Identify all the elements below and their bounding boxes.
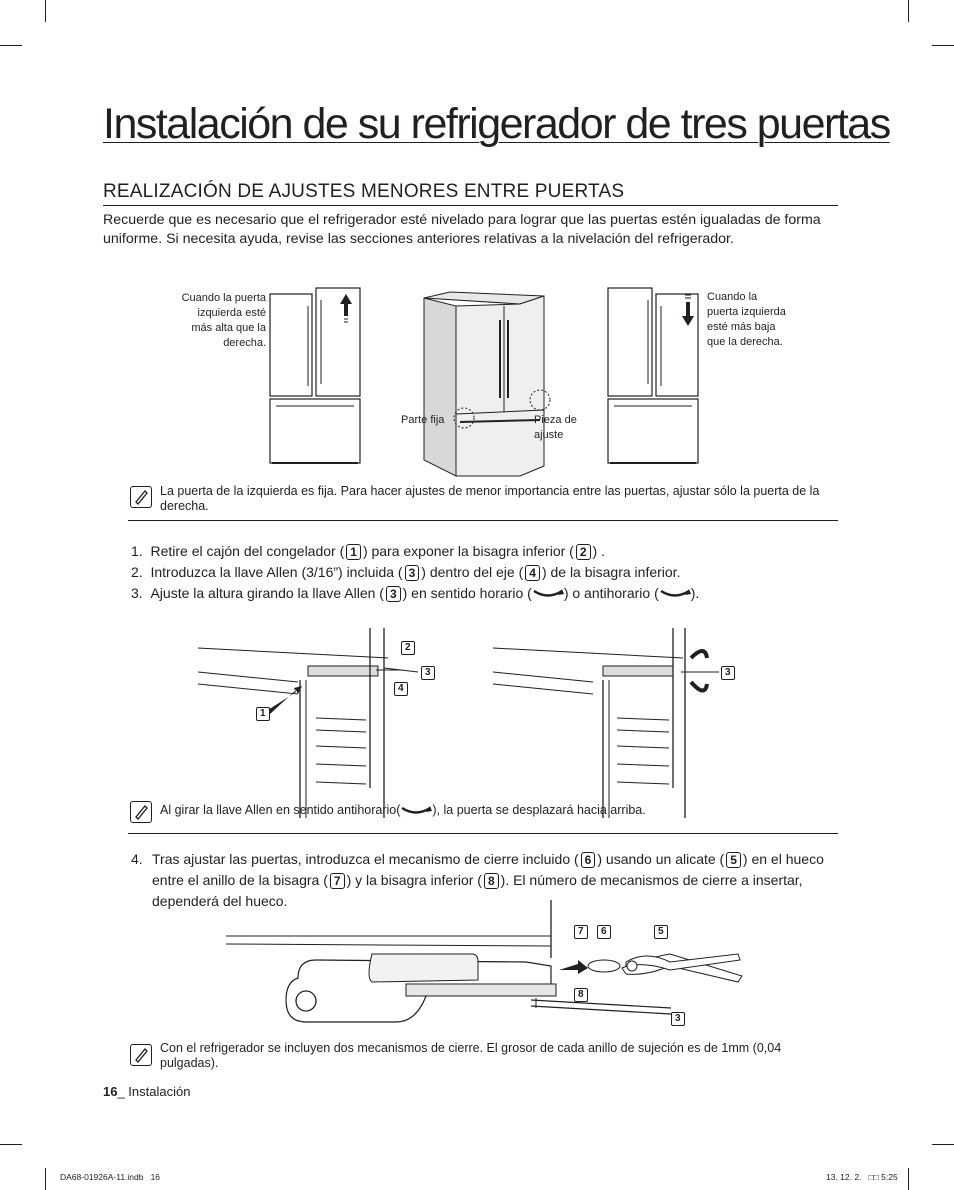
page-number: 16 — [103, 1084, 118, 1099]
crop-mark — [45, 0, 46, 22]
counterclockwise-icon — [659, 588, 691, 600]
callout-tag: 3 — [386, 586, 401, 602]
right-door-caption: Cuando la puerta izquierda esté más baja que la derecha. — [707, 291, 786, 348]
crop-mark — [45, 1168, 46, 1190]
callout-3: 3 — [671, 1012, 685, 1026]
adjust-part-label: Pieza de ajuste — [534, 414, 577, 441]
page-label: _ Instalación — [117, 1084, 191, 1099]
callout-tag: 3 — [405, 565, 420, 581]
step-3: 3. Ajuste la altura girando la llave Allen ( 3 ) en sentido horario ( ) o antihorario ( ). — [131, 585, 700, 601]
step-4: 4. Tras ajustar las puertas, introduzca el mecanismo de cierre incluido ( 6 ) usando un alicate ( 5 ) en el hueco entre el anillo de la bisagra ( 7 ) y la bisagra inferior ( 8 ). El número de mecanismos de cierre a insertar, dependerá del hueco. — [131, 851, 824, 909]
page-title: Instalación de su refrigerador de tres puertas — [103, 100, 890, 148]
counterclockwise-icon — [400, 805, 432, 817]
callout-1: 1 — [256, 707, 270, 721]
hinge-diagram-left — [198, 628, 418, 818]
callout-tag: 6 — [581, 852, 596, 868]
callout-7: 7 — [574, 925, 588, 939]
note-icon — [130, 486, 152, 508]
callout-6: 6 — [597, 925, 611, 939]
crop-mark — [932, 1144, 954, 1145]
callout-5: 5 — [654, 925, 668, 939]
section-heading: REALIZACIÓN DE AJUSTES MENORES ENTRE PUERTAS — [103, 181, 625, 202]
callout-8: 8 — [574, 988, 588, 1002]
crop-mark — [908, 1168, 909, 1190]
lock-insertion-diagram — [226, 900, 746, 1035]
clockwise-icon — [532, 588, 564, 600]
callout-tag: 2 — [576, 544, 591, 560]
section-rule — [103, 205, 838, 206]
callout-3: 3 — [421, 666, 435, 680]
fixed-part-label: Parte fija — [401, 414, 445, 426]
note-icon — [130, 1044, 152, 1066]
callout-tag: 7 — [330, 873, 345, 889]
step-1: 1. Retire el cajón del congelador ( 1 ) para exponer la bisagra inferior ( 2 ) . — [131, 543, 605, 559]
note-counterclockwise: Al girar la llave Allen en sentido antihorario( ), la puerta se desplazará hacia arriba. — [160, 803, 646, 817]
steps-list — [131, 541, 831, 604]
callout-2: 2 — [401, 641, 415, 655]
page-footer — [103, 1084, 190, 1099]
note-rule — [128, 520, 838, 521]
intro-paragraph: Recuerde que es necesario que el refrigerador esté nivelado para lograr que las puertas estén igualadas de forma uniforme. Si necesita ayuda, revise las secciones anteriores relativas a la nivelación del refrigerador. — [103, 212, 821, 247]
fridge-left-lower — [604, 286, 704, 471]
callout-tag: 1 — [346, 544, 361, 560]
fridge-left-higher — [266, 286, 366, 471]
callout-tag: 8 — [484, 873, 499, 889]
crop-mark — [0, 45, 22, 46]
crop-mark — [908, 0, 909, 22]
left-door-caption: Cuando la puerta izquierda esté más alta que la derecha. — [181, 292, 266, 349]
callout-tag: 4 — [525, 565, 540, 581]
note-lock-rings: Con el refrigerador se incluyen dos mecanismos de cierre. El grosor de cada anillo de sujeción es de 1mm (0,04 pulgadas). — [160, 1041, 782, 1070]
callout-tag: 5 — [726, 852, 741, 868]
callout-3: 3 — [721, 666, 735, 680]
callout-4: 4 — [394, 682, 408, 696]
crop-mark — [0, 1144, 22, 1145]
print-file-info: DA68-01926A-11.indb 16 — [60, 1172, 161, 1182]
note-fixed-door: La puerta de la izquierda es fija. Para hacer ajustes de menor importancia entre las puertas, ajustar sólo la puerta de la derecha. — [160, 484, 820, 513]
crop-mark — [932, 45, 954, 46]
step-2: 2. Introduzca la llave Allen (3/16”) incluida ( 3 ) dentro del eje ( 4 ) de la bisagra inferior. — [131, 564, 681, 580]
fridge-isometric — [420, 290, 550, 478]
note-icon — [130, 801, 152, 823]
print-date-info: 13. 12. 2. □□ 5:25 — [826, 1172, 898, 1182]
hinge-diagram-right — [493, 628, 723, 818]
note-rule — [128, 833, 838, 834]
